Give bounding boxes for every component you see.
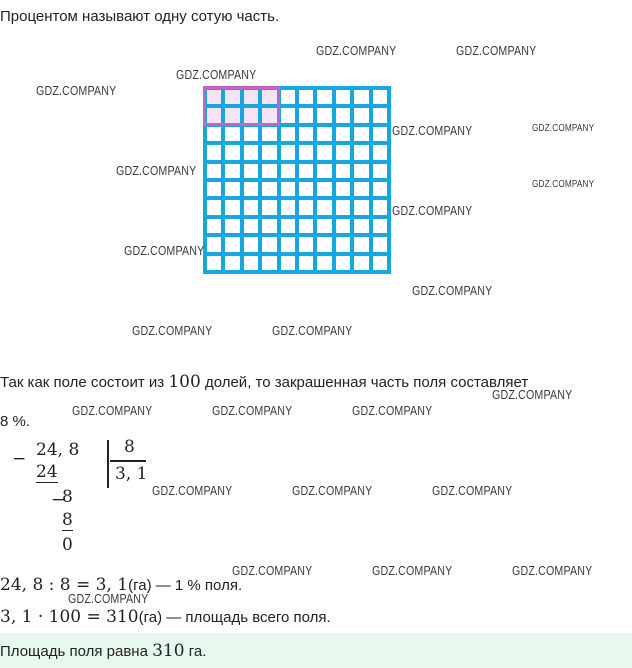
grid-cell	[207, 145, 221, 159]
grid-cell	[207, 237, 221, 251]
grid-cell	[354, 256, 368, 270]
division-bar	[107, 440, 109, 488]
grid-cell	[336, 219, 350, 233]
watermark: GDZ.COMPANY	[124, 243, 205, 258]
grid-cell	[299, 256, 313, 270]
grid-cell	[317, 182, 331, 196]
watermark: GDZ.COMPANY	[432, 483, 513, 498]
grid-cell	[373, 256, 387, 270]
grid-cell	[262, 182, 276, 196]
grid-cell	[354, 182, 368, 196]
grid-cell	[317, 200, 331, 214]
grid-cell	[244, 237, 258, 251]
grid-cell	[225, 256, 239, 270]
intro-text: Процентом называют одну сотую часть.	[0, 8, 280, 25]
grid-cell	[317, 256, 331, 270]
grid-cell	[354, 127, 368, 141]
division-remainder-2: 0	[62, 535, 73, 555]
grid-cell	[336, 237, 350, 251]
grid-cell	[317, 164, 331, 178]
grid-cell	[281, 219, 295, 233]
grid-cell	[373, 219, 387, 233]
grid-cell	[354, 219, 368, 233]
grid-cell	[336, 182, 350, 196]
grid-cell	[281, 182, 295, 196]
grid-cell	[317, 145, 331, 159]
answer-value: 310	[152, 641, 185, 661]
step-line-2	[0, 607, 331, 627]
grid-cell	[207, 182, 221, 196]
grid-cell	[281, 108, 295, 122]
watermark: GDZ.COMPANY	[392, 203, 473, 218]
grid-cell	[281, 127, 295, 141]
watermark: GDZ.COMPANY	[316, 43, 397, 58]
answer-suffix: га.	[184, 643, 207, 660]
grid-cell	[281, 145, 295, 159]
grid-cell	[317, 90, 331, 104]
watermark: GDZ.COMPANY	[372, 563, 453, 578]
grid-cell	[225, 182, 239, 196]
grid-cell	[299, 219, 313, 233]
watermark: GDZ.COMPANY	[152, 483, 233, 498]
watermark: GDZ.COMPANY	[532, 123, 595, 134]
watermark: GDZ.COMPANY	[292, 483, 373, 498]
grid-cell	[336, 164, 350, 178]
watermark: GDZ.COMPANY	[392, 123, 473, 138]
explanation-part1: Так как поле состоит из	[0, 374, 169, 391]
division-hline	[110, 460, 146, 462]
grid-cell	[354, 200, 368, 214]
grid-cell	[225, 127, 239, 141]
grid-cell	[336, 108, 350, 122]
watermark: GDZ.COMPANY	[272, 323, 353, 338]
watermark: GDZ.COMPANY	[36, 83, 117, 98]
grid-cell	[281, 90, 295, 104]
step1-text: (га) — 1 % поля.	[128, 577, 243, 594]
watermark: GDZ.COMPANY	[512, 563, 593, 578]
watermark: GDZ.COMPANY	[532, 179, 595, 190]
watermark: GDZ.COMPANY	[212, 403, 293, 418]
grid-cell	[354, 145, 368, 159]
grid-cell	[244, 145, 258, 159]
division-quotient: 3, 1	[115, 464, 148, 484]
grid-cell	[299, 164, 313, 178]
grid-cell	[354, 108, 368, 122]
grid-cell	[354, 237, 368, 251]
hundred-value: 100	[168, 372, 201, 392]
grid-cell	[317, 127, 331, 141]
explanation-part2: долей, то закрашенная часть поля составляет	[200, 374, 529, 391]
grid-cell	[244, 256, 258, 270]
watermark: GDZ.COMPANY	[132, 323, 213, 338]
grid-cell	[336, 127, 350, 141]
grid-cell	[354, 164, 368, 178]
step2-math: 3, 1 · 100 = 310	[0, 607, 139, 627]
grid-cell	[207, 127, 221, 141]
grid-cell	[299, 108, 313, 122]
answer-prefix: Площадь поля равна	[0, 643, 153, 660]
grid-cell	[299, 182, 313, 196]
grid-cell	[299, 90, 313, 104]
grid-cell	[281, 256, 295, 270]
step2-text: (га) — площадь всего поля.	[138, 609, 331, 626]
grid-cell	[225, 219, 239, 233]
grid-cell	[262, 127, 276, 141]
step1-math: 24, 8 : 8 = 3, 1	[0, 575, 129, 595]
grid-cell	[262, 237, 276, 251]
watermark: GDZ.COMPANY	[68, 591, 149, 606]
grid-cell	[262, 164, 276, 178]
grid-cell	[207, 256, 221, 270]
watermark: GDZ.COMPANY	[412, 283, 493, 298]
division-minus-1: −	[12, 449, 27, 469]
grid-cell	[299, 237, 313, 251]
grid-cell	[281, 164, 295, 178]
grid-cell	[336, 200, 350, 214]
grid-cell	[317, 237, 331, 251]
grid-cell	[244, 219, 258, 233]
grid-cell	[225, 164, 239, 178]
grid-cell	[373, 108, 387, 122]
division-dividend: 24, 8	[36, 440, 80, 460]
grid-cell	[299, 127, 313, 141]
grid-cell	[225, 200, 239, 214]
division-remainder-1: 8	[62, 487, 73, 507]
division-divisor: 8	[124, 437, 135, 457]
grid-cell	[207, 164, 221, 178]
watermark: GDZ.COMPANY	[116, 163, 197, 178]
grid-cell	[244, 127, 258, 141]
watermark: GDZ.COMPANY	[232, 563, 313, 578]
grid-cell	[244, 182, 258, 196]
grid-cell	[262, 200, 276, 214]
grid-cell	[207, 219, 221, 233]
grid-cell	[262, 256, 276, 270]
shaded-region-outline	[203, 86, 280, 126]
answer-text	[0, 641, 206, 661]
grid-cell	[336, 90, 350, 104]
watermark: GDZ.COMPANY	[492, 387, 573, 402]
grid-cell	[373, 164, 387, 178]
division-subtract-1: 24	[36, 462, 58, 482]
grid-cell	[354, 90, 368, 104]
grid-cell	[244, 200, 258, 214]
grid-cell	[336, 145, 350, 159]
grid-cell	[373, 237, 387, 251]
grid-cell	[317, 219, 331, 233]
division-minus-2: −	[51, 490, 66, 510]
percent-result: 8 %.	[0, 413, 31, 430]
explanation-text	[0, 372, 528, 392]
grid-cell	[244, 164, 258, 178]
grid-cell	[299, 200, 313, 214]
grid-cell	[373, 90, 387, 104]
watermark: GDZ.COMPANY	[72, 403, 153, 418]
grid-cell	[225, 145, 239, 159]
grid-cell	[262, 145, 276, 159]
grid-cell	[373, 182, 387, 196]
grid-cell	[281, 237, 295, 251]
grid-cell	[373, 127, 387, 141]
grid-cell	[373, 200, 387, 214]
division-subtract-2: 8	[62, 510, 73, 530]
grid-cell	[262, 219, 276, 233]
watermark: GDZ.COMPANY	[456, 43, 537, 58]
grid-cell	[225, 237, 239, 251]
grid-cell	[336, 256, 350, 270]
watermark: GDZ.COMPANY	[352, 403, 433, 418]
grid-cell	[317, 108, 331, 122]
watermark: GDZ.COMPANY	[176, 67, 257, 82]
grid-cell	[281, 200, 295, 214]
grid-cell	[299, 145, 313, 159]
grid-cell	[207, 200, 221, 214]
grid-cell	[373, 145, 387, 159]
